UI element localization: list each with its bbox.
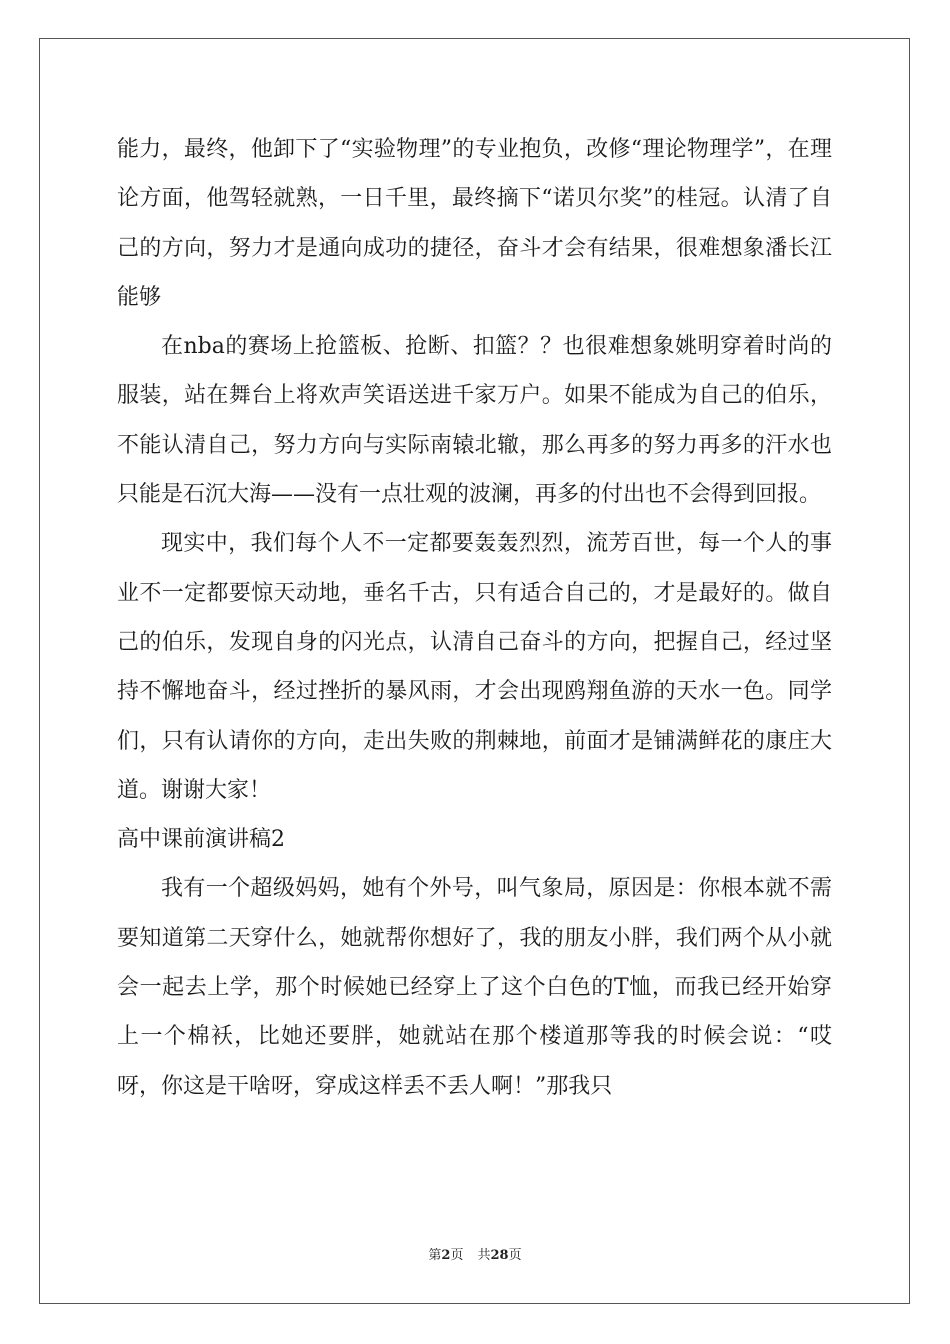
- total-prefix: 共: [477, 1248, 491, 1263]
- paragraph-2: 在nba的赛场上抢篮板、抢断、扣篮？？也很难想象姚明穿着时尚的服装，站在舞台上将欢声笑语送进千家万户。如果不能成为自己的伯乐，不能认清自己，努力方向与实际南辕北辙，那么再多的努力再多的汗水也只能是石沉大海——没有一点壮观的波澜，再多的付出也不会得到回报。: [117, 334, 832, 508]
- section-heading: 高中课前演讲稿2: [117, 827, 285, 853]
- page-number: 2: [441, 1248, 451, 1263]
- document-body: [117, 125, 832, 1111]
- page-footer: [0, 1244, 950, 1263]
- total-pages: 28: [490, 1248, 509, 1263]
- page-prefix: 第: [428, 1248, 442, 1263]
- page-suffix: 页: [450, 1248, 464, 1263]
- paragraph-4: 我有一个超级妈妈，她有个外号，叫气象局，原因是：你根本就不需要知道第二天穿什么，她就帮你想好了，我的朋友小胖，我们两个从小就会一起去上学，那个时候她已经穿上了这个白色的T恤，而我已经开始穿上一个棉袄，比她还要胖，她就站在那个楼道那等我的时候会说：“哎呀，你这是干啥呀，穿成这样丢不丢人啊！”那我只: [117, 876, 832, 1099]
- paragraph-3: 现实中，我们每个人不一定都要轰轰烈烈，流芳百世，每一个人的事业不一定都要惊天动地，垂名千古，只有适合自己的，才是最好的。做自己的伯乐，发现自身的闪光点，认清自己奋斗的方向，把握自己，经过坚持不懈地奋斗，经过挫折的暴风雨，才会出现鸥翔鱼游的天水一色。同学们，只有认请你的方向，走出失败的荆棘地，前面才是铺满鲜花的康庄大道。谢谢大家！: [117, 531, 832, 803]
- total-suffix: 页: [508, 1248, 522, 1263]
- paragraph-1: 能力，最终，他卸下了“实验物理”的专业抱负，改修“理论物理学”，在理论方面，他驾轻就熟，一日千里，最终摘下“诺贝尔奖”的桂冠。认清了自己的方向，努力才是通向成功的捷径，奋斗才会有结果，很难想象潘长江能够: [117, 137, 832, 310]
